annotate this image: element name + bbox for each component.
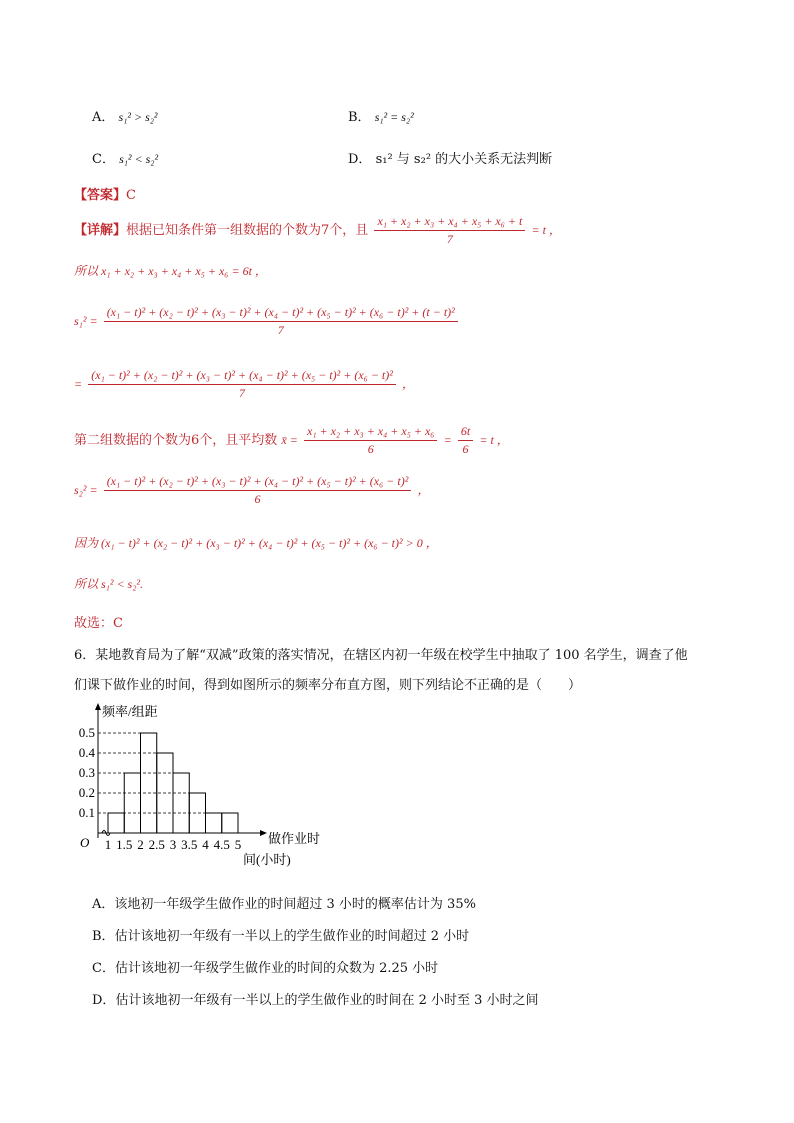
prev-option-a: A． s₁² > s₂² bbox=[92, 110, 158, 125]
question6-stem-line2: 们课下做作业的时间，得到如图所示的频率分布直方图，则下列结论不正确的是（ ） bbox=[74, 678, 582, 693]
x-tick-label: 5 bbox=[234, 837, 242, 852]
histogram-bar bbox=[141, 733, 157, 833]
frequency-histogram bbox=[68, 700, 321, 880]
x-axis-arrow bbox=[260, 830, 267, 836]
mean-fraction-2: $\frac{\text{x₁ + x₂ + x₃ + x₄ + x₅ + x₆}}{6}$ bbox=[304, 424, 437, 457]
variance-fraction-2: (x₁ − t)² + (x₂ − t)² + (x₃ − t)² + (x₄ − t)² + (x₅ − t)² + (x₆ − t)² 7 bbox=[88, 368, 396, 401]
prev-option-d: D． s₁² 与 s₂² 的大小关系无法判断 bbox=[348, 152, 553, 167]
y-tick-label: 0.3 bbox=[78, 765, 95, 780]
detail-line-6: s₂² = (x₁ − t)² + (x₂ − t)² + (x₃ − t)² + (x₄ − t)² + (x₅ − t)² + (x₆ − t)² 6 ， bbox=[74, 474, 430, 506]
y-tick-label: 0.4 bbox=[78, 745, 95, 760]
answer-value: C bbox=[126, 188, 136, 203]
detail-line-1: 【详解】根据已知条件第一组数据的个数为7个，且 $\frac{\text{x₁ + x₂ + x₃ + x₄ + x₅ + x₆ + t}}{7}$ = t ， bbox=[74, 214, 561, 246]
x-tick-label: 2 bbox=[137, 837, 144, 852]
prev-option-c: C． s₁² < s₂² bbox=[92, 152, 159, 167]
question6-stem-line1: 6．某地教育局为了解“双减”政策的落实情况，在辖区内初一年级在校学生中抽取了 100 名学生，调查了他 bbox=[74, 648, 688, 663]
detail-choose: 故选：C bbox=[74, 616, 123, 631]
question6-option-c: C．估计该地初一年级学生做作业的时间的众数为 2.25 小时 bbox=[92, 961, 439, 976]
detail-line-5: 第二组数据的个数为6个，且平均数 x̄ = $\frac{\text{x₁ + x₂ + x₃ + x₄ + x₅ + x₆}}{6}$ = $\frac{6t}{6}$ = t ， bbox=[74, 424, 509, 456]
detail-line-2: 所以 x₁ + x₂ + x₃ + x₄ + x₅ + x₆ = 6t ， bbox=[74, 264, 267, 278]
x-axis-title-line2: 间(小时) bbox=[243, 852, 291, 867]
histogram-bar bbox=[222, 813, 238, 833]
x-tick-label: 1 bbox=[104, 837, 112, 852]
mean-fraction-1: $\frac{\text{x₁ + x₂ + x₃ + x₄ + x₅ + x₆ + t}}{7}$ bbox=[374, 214, 525, 247]
prev-option-d-text: s₁² 与 s₂² 的大小关系无法判断 bbox=[375, 152, 553, 167]
answer-line bbox=[74, 184, 136, 203]
y-axis-arrow bbox=[95, 703, 101, 710]
origin-label: O bbox=[80, 835, 90, 850]
prev-option-b: B． s₁² = s₂² bbox=[348, 110, 414, 125]
detail-line-3: s₁² = (x₁ − t)² + (x₂ − t)² + (x₃ − t)² + (x₄ − t)² + (x₅ − t)² + (x₆ − t)² + (t − t)² 7 bbox=[74, 305, 460, 338]
histogram-bar bbox=[108, 813, 124, 833]
y-tick-label: 0.5 bbox=[78, 725, 95, 740]
histogram-bar bbox=[206, 813, 222, 833]
detail-label: 【详解】 bbox=[74, 223, 127, 238]
histogram-bar bbox=[124, 773, 140, 833]
question6-option-a: A．该地初一年级学生做作业的时间超过 3 小时的概率估计为 35% bbox=[92, 897, 476, 912]
x-tick-label: 2.5 bbox=[148, 837, 165, 852]
prev-option-c-expr: s₁² < s₂² bbox=[119, 152, 159, 166]
prev-option-a-expr: s₁² > s₂² bbox=[118, 110, 158, 124]
variance-fraction-3: (x₁ − t)² + (x₂ − t)² + (x₃ − t)² + (x₄ − t)² + (x₅ − t)² + (x₆ − t)² 6 bbox=[104, 474, 412, 507]
y-axis-title: 频率/组距 bbox=[102, 704, 158, 719]
detail-line-4: = (x₁ − t)² + (x₂ − t)² + (x₃ − t)² + (x₄ − t)² + (x₅ − t)² + (x₆ − t)² 7 ， bbox=[74, 368, 415, 400]
x-tick-label: 1.5 bbox=[116, 837, 133, 852]
y-tick-label: 0.1 bbox=[78, 805, 95, 820]
detail-line-7: 因为 (x₁ − t)² + (x₂ − t)² + (x₃ − t)² + (x₄ − t)² + (x₅ − t)² + (x₆ − t)² > 0 ， bbox=[74, 536, 438, 550]
x-tick-label: 3 bbox=[169, 837, 177, 852]
histogram-bar bbox=[173, 773, 189, 833]
answer-label: 【答案】 bbox=[74, 188, 127, 203]
variance-fraction-1: (x₁ − t)² + (x₂ − t)² + (x₃ − t)² + (x₄ − t)² + (x₅ − t)² + (x₆ − t)² + (t − t)² 7 bbox=[104, 305, 458, 338]
detail-line-8: 所以 s₁² < s₂². bbox=[74, 577, 143, 591]
x-tick-label: 3.5 bbox=[181, 837, 198, 852]
x-axis-title-line1: 做作业时 bbox=[268, 831, 321, 846]
question6-option-b: B．估计该地初一年级有一半以上的学生做作业的时间超过 2 小时 bbox=[92, 929, 470, 944]
question6-option-d: D．估计该地初一年级有一半以上的学生做作业的时间在 2 小时至 3 小时之间 bbox=[92, 993, 539, 1008]
y-tick-label: 0.2 bbox=[78, 785, 95, 800]
prev-option-b-expr: s₁² = s₂² bbox=[374, 110, 414, 124]
x-tick-label: 4 bbox=[202, 837, 209, 852]
mean-fraction-3: $\frac{6t}{6}$ bbox=[458, 424, 473, 457]
x-tick-label: 4.5 bbox=[213, 837, 230, 852]
